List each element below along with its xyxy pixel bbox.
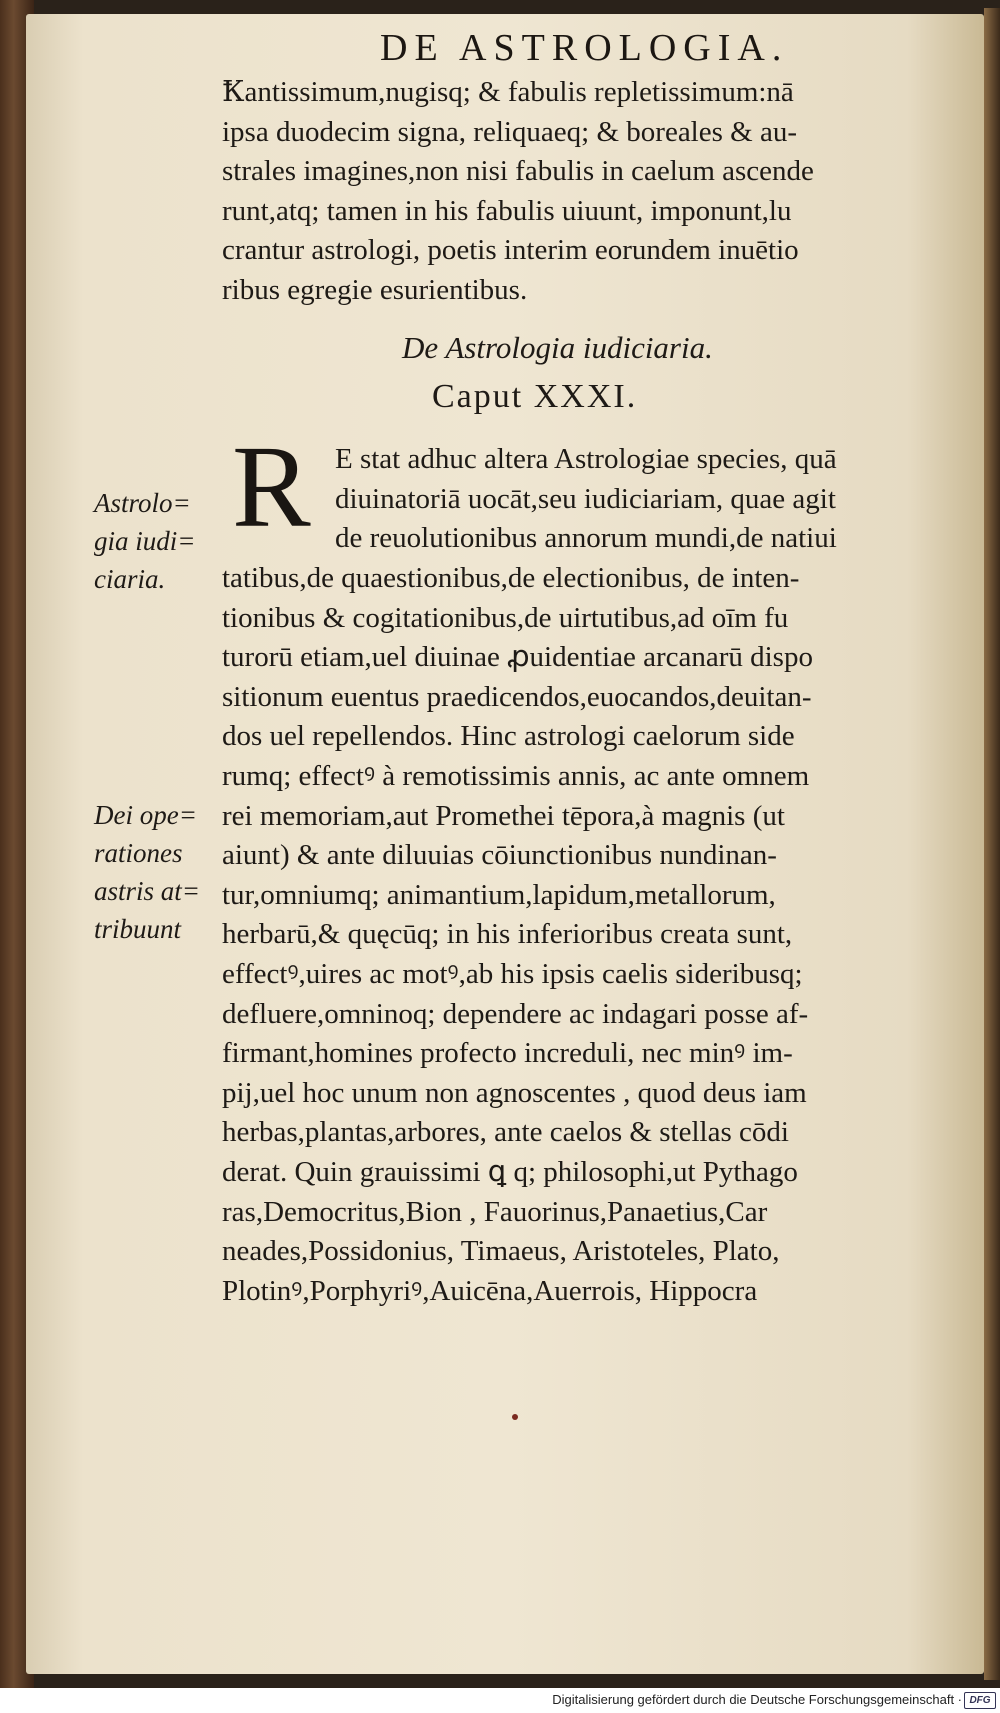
text-line: Plotinꝰ,Porphyriꝰ,Auicēna,Auerrois, Hippocra [222,1274,758,1307]
margin-note-line: astris at= [94,876,200,906]
running-header: DE ASTROLOGIA. [380,27,789,69]
text-line: aiunt) & ante diluuias cōiunctionibus nundinan- [222,839,777,872]
text-line: dos uel repellendos. Hinc astrologi caelorum side [222,720,795,753]
text-line: ribus egregie esurientibus. [222,273,528,306]
margin-note-line: tribuunt [94,914,182,944]
text-line: rumq; effectꝰ à remotissimis annis, ac ante omnem [222,759,810,792]
text-line: tatibus,de quaestionibus,de electionibus, de inten- [222,562,800,594]
text-line: strales imagines,non nisi fabulis in caelum ascende [222,155,814,188]
text-line: ras,Democritus,Bion , Fauorinus,Panaetius,Car [222,1195,768,1228]
text-line: E stat adhuc altera Astrologiae species, quā [335,443,837,475]
text-line: rei memoriam,aut Promethei tēpora,à magnis (ut [222,799,785,832]
text-line: derat. Quin grauissimi ꝗ q; philosophi,ut Pythago [222,1155,798,1188]
main-text-block [222,559,962,1311]
chapter-title: De Astrologia iudiciaria. [402,330,713,365]
digitization-footer [0,1688,1000,1713]
text-line: runt,atq; tamen in his fabulis uiuunt, imponunt,lu [222,194,792,227]
first-paragraph-lines [335,440,965,559]
margin-note-dei-operationes [94,796,224,948]
text-line: Ꝁantissimum,nugisq; & fabulis repletissimum:nā [222,76,794,108]
text-line: ipsa duodecim signa, reliquaeq; & boreales & au- [222,115,797,148]
margin-note-line: gia iudi= [94,526,196,556]
text-line: defluere,omninoq; dependere ac indagari posse af- [222,997,809,1030]
text-line: sitionum euentus praedicendos,euocandos,deuitan- [222,680,812,713]
text-line: crantur astrologi, poetis interim eorundem inuētio [222,234,799,267]
top-text-block [222,73,962,311]
text-line: neades,Possidonius, Timaeus, Aristoteles, Plato, [222,1235,780,1268]
text-line: tionibus & cogitationibus,de uirtutibus,ad oīm fu [222,601,789,634]
text-line: pij,uel hoc unum non agnoscentes , quod deus iam [222,1076,807,1109]
text-line: tur,omniumq; animantium,lapidum,metallorum, [222,878,776,911]
margin-note-line: Astrolo= [94,488,191,518]
text-line: diuinatoriā uocāt,seu iudiciariam, quae agit [335,482,836,515]
margin-note-line: Dei ope= [94,800,197,830]
drop-cap-initial: R [232,421,311,552]
text-line: herbarū,& quęcūq; in his inferioribus creata sunt, [222,918,793,951]
chapter-number: Caput XXXI. [432,378,638,415]
margin-note-astrologia [94,484,224,598]
text-line: turorū etiam,uel diuinae ꝓuidentiae arcanarū dispo [222,641,813,674]
text-line: effectꝰ,uires ac motꝰ,ab his ipsis caelis sideribusq; [222,957,803,990]
text-line: herbas,plantas,arbores, ante caelos & stellas cōdi [222,1116,789,1149]
margin-note-line: rationes [94,838,183,868]
margin-note-line: ciaria. [94,564,166,594]
ink-spot [512,1414,518,1420]
dfg-logo-icon: DFG [964,1692,996,1709]
text-line: firmant,homines profecto increduli, nec minꝰ im- [222,1037,793,1070]
page-edge [984,8,1000,1680]
funding-credit: Digitalisierung gefördert durch die Deutsche Forschungsgemeinschaft · [552,1692,962,1707]
text-line: de reuolutionibus annorum mundi,de natiui [335,522,837,555]
